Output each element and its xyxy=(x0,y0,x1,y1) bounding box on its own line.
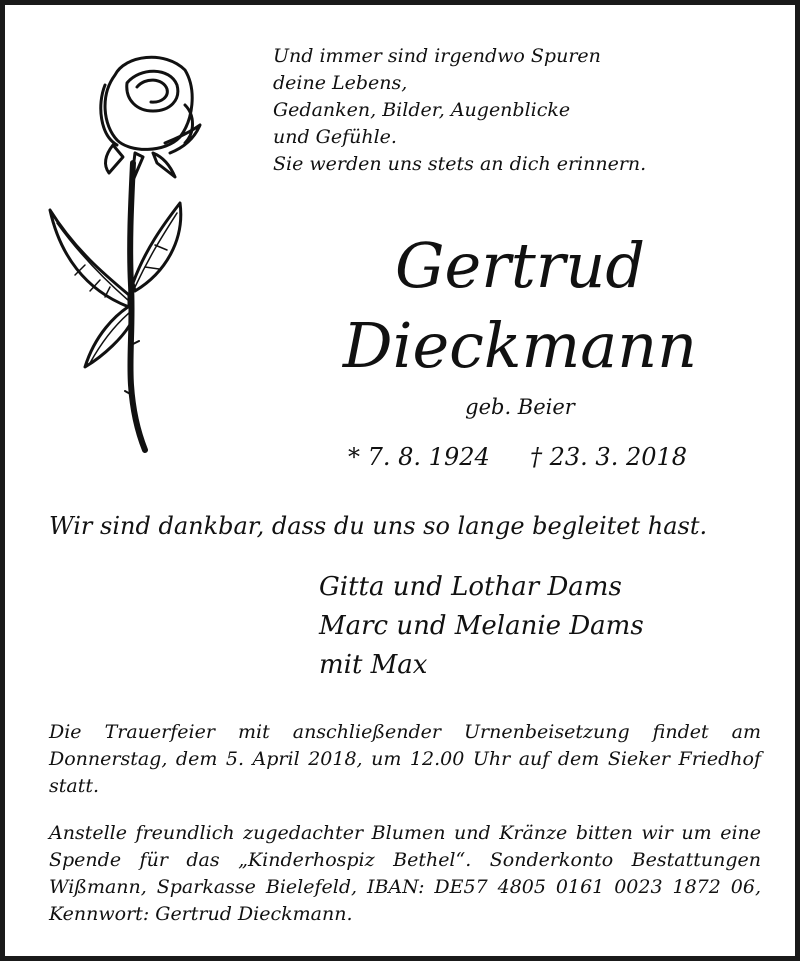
donation-notice: Anstelle freundlich zugedachter Blumen und Kränze bitten wir um eine Spende für das „Kinderhospiz Bethel“. Sonderkonto Bestattungen Wißmann, Sparkasse Bielefeld, IBAN: DE57 4805 0161 0023 1872 06, Kennwort: Gertrud Dieckmann. xyxy=(49,822,761,925)
birth-date: * 7. 8. 1924 xyxy=(348,443,490,471)
poem-line: und Gefühle. xyxy=(273,126,397,148)
poem-line: Und immer sind irgendwo Spuren xyxy=(273,45,601,67)
thanks-line: Wir sind dankbar, dass du uns so lange begleitet hast. xyxy=(49,512,708,540)
deceased-last-name: Dieckmann xyxy=(342,309,698,382)
mourners-list xyxy=(319,568,644,685)
deceased-first-name: Gertrud xyxy=(394,229,646,302)
rose-icon xyxy=(45,45,205,457)
death-date: † 23. 3. 2018 xyxy=(530,443,688,471)
maiden-name: geb. Beier xyxy=(465,395,575,419)
mourner-line: Gitta und Lothar Dams xyxy=(319,572,622,602)
poem-line: Sie werden uns stets an dich erinnern. xyxy=(273,153,647,175)
memorial-poem xyxy=(273,43,773,178)
mourner-line: mit Max xyxy=(319,650,428,680)
funeral-notice: Die Trauerfeier mit anschließender Urnenbeisetzung findet am Donnerstag, dem 5. April 2018, um 12.00 Uhr auf dem Sieker Friedhof statt. xyxy=(49,721,761,797)
poem-line: deine Lebens, xyxy=(273,72,408,94)
mourner-line: Marc und Melanie Dams xyxy=(319,611,644,641)
poem-line: Gedanken, Bilder, Augenblicke xyxy=(273,99,571,121)
